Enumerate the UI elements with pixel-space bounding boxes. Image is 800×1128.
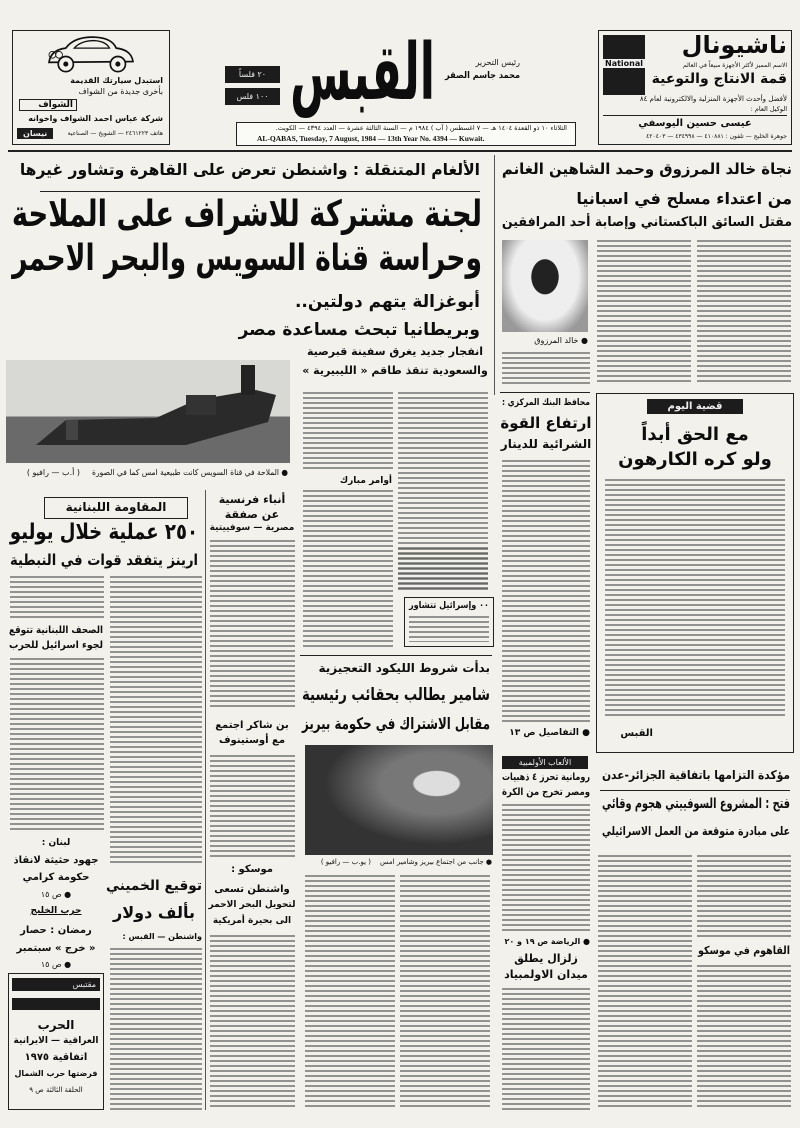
dateline-box xyxy=(236,122,576,146)
bank-kicker: محافظ البنك المركزي : xyxy=(501,398,590,408)
price-box-1: ٢٠ فلساً xyxy=(225,66,280,83)
lead-headline-1: لجنة مشتركة للاشراف على الملاحة xyxy=(11,194,483,235)
olympics-headline-1: رومانية تحرز ٤ ذهبيات xyxy=(501,772,590,783)
editor-name: محمد جاسم الصقر xyxy=(445,71,520,81)
ad-divider xyxy=(603,115,787,116)
lead-sub-1: أبوغزالة يتهم دولتين.. xyxy=(294,292,480,312)
national-tagline-small: الاسم المميز لأكثر الأجهزة مبيعاً في العالم xyxy=(683,62,787,69)
khomeini-headline-1: توقيع الخميني xyxy=(105,878,202,894)
marzouq-headline-1: نجاة خالد المرزوق وحمد الشاهين الغانم xyxy=(501,160,792,178)
index-gulf-label: حرب الخليج xyxy=(30,906,82,916)
moscow-headline-1: واشنطن تسعى xyxy=(214,884,290,895)
earthquake-sub-1: زلزال يطلق xyxy=(514,952,578,965)
marzouq-photo-caption: ● خالد المرزوق xyxy=(534,336,588,345)
earthquake-sub-2: ميدان الاولمبياد xyxy=(504,968,588,981)
ad-company: شركة عباس احمد الشواف واخوانه xyxy=(28,114,163,123)
lebanon-headline-1: ٢٥٠ عملية خلال يوليو xyxy=(9,520,198,545)
moscow-body xyxy=(210,935,295,1110)
fatah-body-col-1 xyxy=(697,855,791,940)
lebanon-sub-1: الصحف اللبنانية تتوقع xyxy=(8,625,103,636)
marzouq-body-col-2 xyxy=(597,240,691,385)
bank-headline-1: ارتفاع القوة xyxy=(500,414,592,432)
likud-headline-1: شامير يطالب بحقائب رئيسية xyxy=(302,685,490,705)
dateline-arabic: الثلاثاء ١٠ ذو القعدة ١٤٠٤ هـ — ٧ اغسطس ( آب ) ١٩٨٤ م — السنة الثالثة عشرة — العدد ٤٣٩٤ — الكويت. xyxy=(275,124,567,132)
newspaper-logo: القبس xyxy=(290,28,435,118)
likud-body-col-1 xyxy=(400,875,490,1110)
agent-label: الوكيل العام : xyxy=(750,105,787,113)
olympics-headline-2: ومصر تخرج من الكرة xyxy=(502,787,590,798)
series-head-3: اتفاقية ١٩٧٥ xyxy=(24,1052,88,1063)
fatah-body-col-2 xyxy=(598,855,692,1110)
lead-kicker: الألغام المتنقلة : واشنطن تعرض على القاهرة وتشاور غيرها xyxy=(19,160,480,179)
lebanon-body-col-2b xyxy=(10,658,104,830)
likud-photo-caption: ● جانب من اجتماع بيريز وشامير امس xyxy=(379,858,492,866)
index-lebanon-label: لبنان : xyxy=(41,838,71,848)
moscow-kicker: موسكو : xyxy=(231,864,273,875)
editorial-label: قضية اليوم xyxy=(647,399,743,414)
car-illustration-icon xyxy=(31,33,151,75)
likud-headline-2: مقابل الاشتراك في حكومة بيريز xyxy=(302,714,490,733)
ship-photo-caption: ● الملاحة في قناة السويس كانت طبيعية امس كما في الصورة xyxy=(92,468,289,477)
moscow-headline-3: الى بحيرة أمريكية xyxy=(212,916,292,926)
ad-line-1: استبدل سيارتك القديمة xyxy=(70,76,163,85)
marzouq-body-col-1 xyxy=(697,240,791,385)
bank-rule xyxy=(500,392,590,393)
editorial-box xyxy=(596,393,794,753)
agent-phone: جوهرة الخليج — تلفون : ٤١٠٨٨١ — ٤٣٤٩٩٨ — ٤٢٠٤٠٣ xyxy=(646,133,787,140)
masthead-rule xyxy=(8,150,792,152)
series-head-4: فرضتها حرب الشمال xyxy=(14,1069,98,1078)
lebanon-body-col-2 xyxy=(10,576,104,620)
benshaker-headline-1: بن شاكر اجتمع xyxy=(215,720,289,731)
national-tagline: قمة الانتاج والتوعية xyxy=(651,71,787,87)
olympics-body xyxy=(502,804,590,934)
lead-body-col-2b xyxy=(303,490,393,650)
agent-name: عيسى حسين اليوسفي xyxy=(638,118,752,129)
israel-consults-text xyxy=(409,616,489,642)
suez-ship-photo xyxy=(6,360,290,463)
lead-sub-3: انفجار جديد يغرق سفينة قبرصية xyxy=(306,345,484,358)
bank-body xyxy=(502,460,590,725)
series-label: مقتبس xyxy=(12,978,100,991)
moscow-headline-2: لتحويل البحر الاحمر xyxy=(208,900,296,910)
price-box-2: ١٠٠ فلس xyxy=(225,88,280,105)
israel-consults-box xyxy=(404,597,494,647)
marzouq-headline-3: مقتل السائق الباكستاني وإصابة أحد المرافقين xyxy=(501,215,792,230)
column-divider-2 xyxy=(205,490,206,1110)
kicker-rule xyxy=(40,191,480,192)
index-gulf-head-2: « خرج » سبتمبر xyxy=(16,943,96,954)
series-head-2: العراقية — الايرانية xyxy=(13,1036,99,1046)
nissan-badge: نيسان xyxy=(17,128,53,139)
khomeini-body xyxy=(110,948,202,1110)
peres-shamir-photo xyxy=(305,745,493,855)
marzouq-body-col-3 xyxy=(502,352,590,384)
column-divider xyxy=(494,155,495,395)
khomeini-headline-2: بألف دولار xyxy=(113,903,195,922)
lebanon-headline-2: ارينز يتفقد قوات في النبطية xyxy=(10,551,199,569)
fatah-body-col-1b xyxy=(697,965,791,1110)
ad-line-2: بأخرى جديدة من الشواف xyxy=(78,87,163,96)
index-lebanon-page[interactable]: ● ص ١٥ xyxy=(40,890,72,899)
fatah-sub: القاهوم في موسكو xyxy=(698,944,790,957)
likud-top-rule xyxy=(300,655,492,656)
earthquake-body xyxy=(502,988,590,1110)
olympics-label: الألعاب الأولمبية xyxy=(502,756,588,769)
national-logo-text: National xyxy=(605,59,643,68)
lead-sub-2: وبريطانيا تبحث مساعدة مصر xyxy=(238,320,480,340)
lead-body-col-1b xyxy=(398,548,488,592)
index-gulf-head-1: رمضان : حصار xyxy=(20,925,92,936)
likud-photo-credit: ( يو.ب — رافيو ) xyxy=(320,858,371,866)
dateline-english: AL-QABAS, Tuesday, 7 August, 1984 — 13th Year No. 4394 — Kuwait. xyxy=(257,134,485,143)
index-lebanon-head-2: حكومة كرامي xyxy=(22,872,90,883)
marzouq-photo xyxy=(502,240,588,332)
lebanon-label: المقاومة اللبنانية xyxy=(65,500,167,514)
france-headline-1: أنباء فرنسية xyxy=(218,493,286,506)
index-gulf-page[interactable]: ● ص ١٥ xyxy=(40,960,72,969)
lebanon-body-col-1 xyxy=(110,576,202,866)
france-headline-3: مصرية — سوفييتية xyxy=(209,523,295,533)
lead-headline-2: وحراسة قناة السويس والبحر الاحمر xyxy=(12,238,483,279)
editor-label: رئيس التحرير xyxy=(475,58,520,67)
fatah-headline-1: فتح : المشروع السوفييتي هجوم وقائي xyxy=(601,796,790,812)
benshaker-headline-2: مع أوستينوف xyxy=(218,735,286,746)
fatah-rule xyxy=(600,790,790,791)
likud-kicker: بدأت شروط الليكود التعجيزية xyxy=(318,661,490,675)
likud-body-col-2 xyxy=(305,875,395,1110)
series-bar xyxy=(12,998,100,1010)
marzouq-headline-2: من اعتداء مسلح في اسبانيا xyxy=(576,189,792,208)
israel-consults-title: ٠٠ وإسرائيل تتشاور xyxy=(408,601,489,611)
olympics-more-link[interactable]: ● الرياضة ص ١٩ و ٢٠ xyxy=(504,937,590,946)
bank-headline-2: الشرائية للدينار xyxy=(500,437,592,451)
national-logo xyxy=(603,35,645,95)
editorial-signature: القبس xyxy=(620,728,653,739)
lead-body-col-2 xyxy=(303,392,393,472)
bank-more-link[interactable]: ● التفاصيل ص ١٣ xyxy=(509,728,590,738)
series-page[interactable]: الحلقة الثالثة ص ٩ xyxy=(29,1086,83,1094)
lead-sub-4: والسعودية تنقذ طاقم « الليبيرية » xyxy=(302,364,488,377)
series-head-1: الحرب xyxy=(37,1018,75,1032)
ship-silhouette-icon xyxy=(6,360,290,463)
car-dealer-ad xyxy=(12,30,170,145)
editorial-headline-2: ولو كره الكارهون xyxy=(618,449,772,470)
index-lebanon-head-1: جهود حثيثة لانقاذ xyxy=(13,855,99,866)
ad-brand: الشواف xyxy=(19,99,77,111)
lebanon-sub-2: لجوء اسرائيل للحرب xyxy=(9,640,103,651)
editorial-body xyxy=(605,479,785,719)
fatah-headline-2: على مبادرة متوقعة من العمل الاسرائيلي xyxy=(601,824,790,838)
national-brand: ناشيونال xyxy=(681,31,787,59)
fatah-kicker: مؤكدة التزامها باتفاقية الجزائر-عدن xyxy=(601,768,790,782)
ship-photo-credit: ( أ.ب — رافيو ) xyxy=(26,468,80,477)
ad-address: هاتف ٢٤٦١٢٢٣ — الشويخ — الصناعية xyxy=(67,130,163,137)
national-line: لأفضل وأحدث الأجهزة المنزلية والالكترونية لعام ٨٤ xyxy=(639,95,787,103)
khomeini-dateline: واشنطن — القبس : xyxy=(122,932,202,941)
lebanon-label-box xyxy=(44,497,188,519)
lead-inline-head: أوامر مبارك xyxy=(339,476,392,486)
national-ad xyxy=(598,30,792,145)
series-box xyxy=(8,973,104,1110)
benshaker-body xyxy=(210,755,295,860)
editorial-headline-1: مع الحق أبداً xyxy=(641,424,749,445)
france-headline-2: عن صفقة xyxy=(224,508,280,521)
france-body xyxy=(210,540,295,710)
